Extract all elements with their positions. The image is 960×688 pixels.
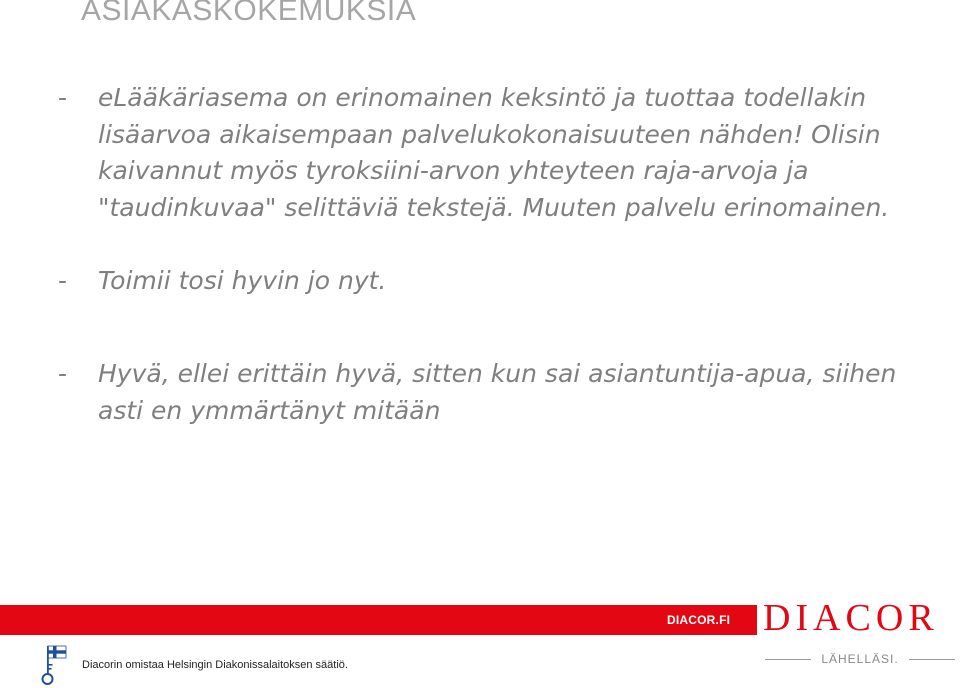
tagline-row [765, 651, 955, 667]
key-flag-icon [36, 644, 72, 686]
slide-title: ASIAKASKOKEMUKSIA [81, 0, 417, 27]
feedback-text: Toimii tosi hyvin jo nyt. [98, 266, 387, 296]
ownership-note: Diacorin omistaa Helsingin Diakonissalaitoksen säätiö. [82, 659, 348, 671]
bullet-dash: - [58, 266, 68, 296]
bullet-dash: - [58, 358, 68, 388]
footer-red-bar [0, 605, 757, 635]
footer-website-link[interactable]: DIACOR.FI [667, 613, 731, 627]
bullet-dash: - [58, 83, 68, 112]
tagline: LÄHELLÄSI. [821, 652, 899, 666]
tagline-divider-right [909, 659, 955, 660]
feedback-text: eLääkäriasema on erinomainen keksintö ja tuottaa todellakin lisäarvoa aikaisempaan palvelukokonaisuuteen nähden! Olisin kaivannut myös tyroksiini-arvon yhteyteen raja-arvoja ja "taudinkuvaa" selittäviä tekstejä. Muuten palvelu erinomainen. [98, 83, 890, 222]
feedback-item [58, 263, 938, 300]
feedback-text: Hyvä, ellei erittäin hyvä, sitten kun sai asiantuntija-apua, siihen asti en ymmärtänyt mitään [98, 358, 897, 425]
feedback-item [58, 80, 938, 226]
feedback-item [58, 356, 938, 429]
feedback-list [58, 80, 938, 429]
diacor-logo: DIACOR [763, 597, 939, 639]
tagline-divider-left [765, 659, 811, 660]
